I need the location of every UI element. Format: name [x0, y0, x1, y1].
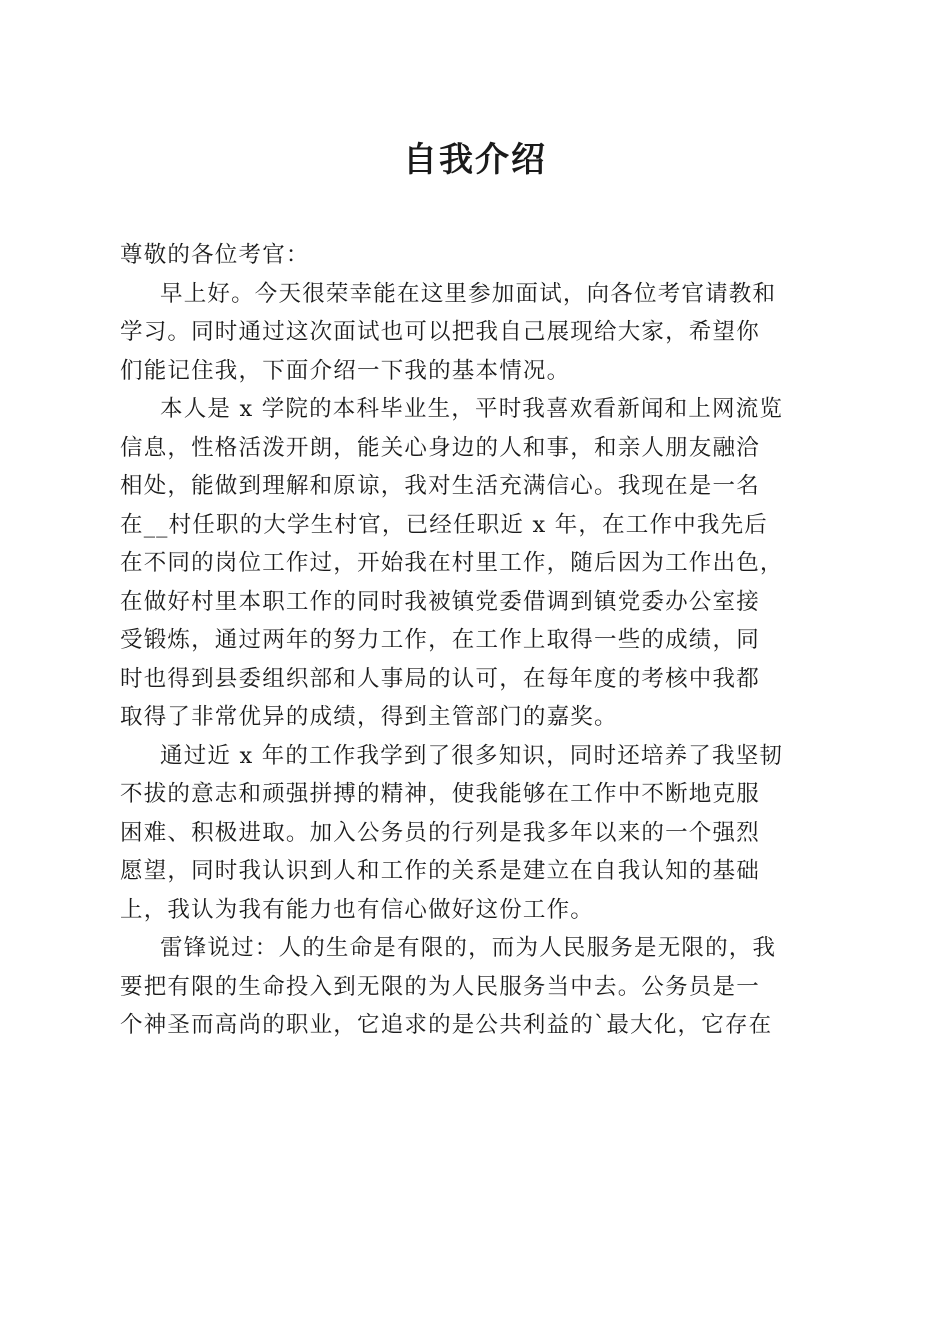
paragraph-2 [120, 390, 832, 737]
paragraph-line: 本人是 x 学院的本科毕业生，平时我喜欢看新闻和上网流览 [160, 396, 784, 422]
paragraph-line: 们能记住我，下面介绍一下我的基本情况。 [120, 357, 571, 384]
paragraph-line: 个神圣而高尚的职业，它追求的是公共利益的`最大化，它存在 [120, 1012, 773, 1038]
salutation: 尊敬的各位考官： [120, 242, 310, 268]
paragraph-line: 愿望，同时我认识到人和工作的关系是建立在自我认知的基础 [120, 858, 760, 884]
paragraph-line: 相处，能做到理解和原谅，我对生活充满信心。我现在是一名 [120, 473, 760, 499]
paragraph-line: 信息，性格活泼开朗，能关心身边的人和事，和亲人朋友融洽 [120, 434, 760, 461]
paragraph-line: 要把有限的生命投入到无限的为人民服务当中去。公务员是一 [120, 973, 760, 1000]
paragraph-line: 学习。同时通过这次面试也可以把我自己展现给大家，希望你 [120, 319, 760, 345]
paragraph-line: 受锻炼，通过两年的努力工作，在工作上取得一些的成绩，同 [120, 627, 760, 653]
paragraph-line: 在__村任职的大学生村官，已经任职近 x 年，在工作中我先后 [120, 511, 768, 538]
paragraph-line: 上，我认为我有能力也有信心做好这份工作。 [120, 896, 595, 923]
paragraph-line: 雷锋说过：人的生命是有限的，而为人民服务是无限的，我 [160, 935, 777, 961]
paragraph-line: 在做好村里本职工作的同时我被镇党委借调到镇党委办公室接 [120, 588, 760, 615]
paragraph-line: 在不同的岗位工作过，开始我在村里工作，随后因为工作出色， [120, 550, 784, 576]
paragraph-3 [120, 737, 832, 930]
paragraph-line: 困难、积极进取。加入公务员的行列是我多年以来的一个强烈 [120, 819, 760, 846]
paragraph-line: 取得了非常优异的成绩，得到主管部门的嘉奖。 [120, 704, 618, 730]
paragraph-1 [120, 275, 832, 391]
paragraph-line: 时也得到县委组织部和人事局的认可，在每年度的考核中我都 [120, 665, 760, 692]
paragraph-line: 通过近 x 年的工作我学到了很多知识，同时还培养了我坚韧 [160, 742, 784, 769]
paragraph-line: 不拔的意志和顽强拼搏的精神，使我能够在工作中不断地克服 [120, 781, 760, 807]
document-title: 自我介绍 [403, 140, 547, 180]
paragraph-4 [120, 929, 832, 1045]
document-body [120, 236, 832, 1045]
paragraph-line: 早上好。今天很荣幸能在这里参加面试，向各位考官请教和 [160, 280, 777, 307]
